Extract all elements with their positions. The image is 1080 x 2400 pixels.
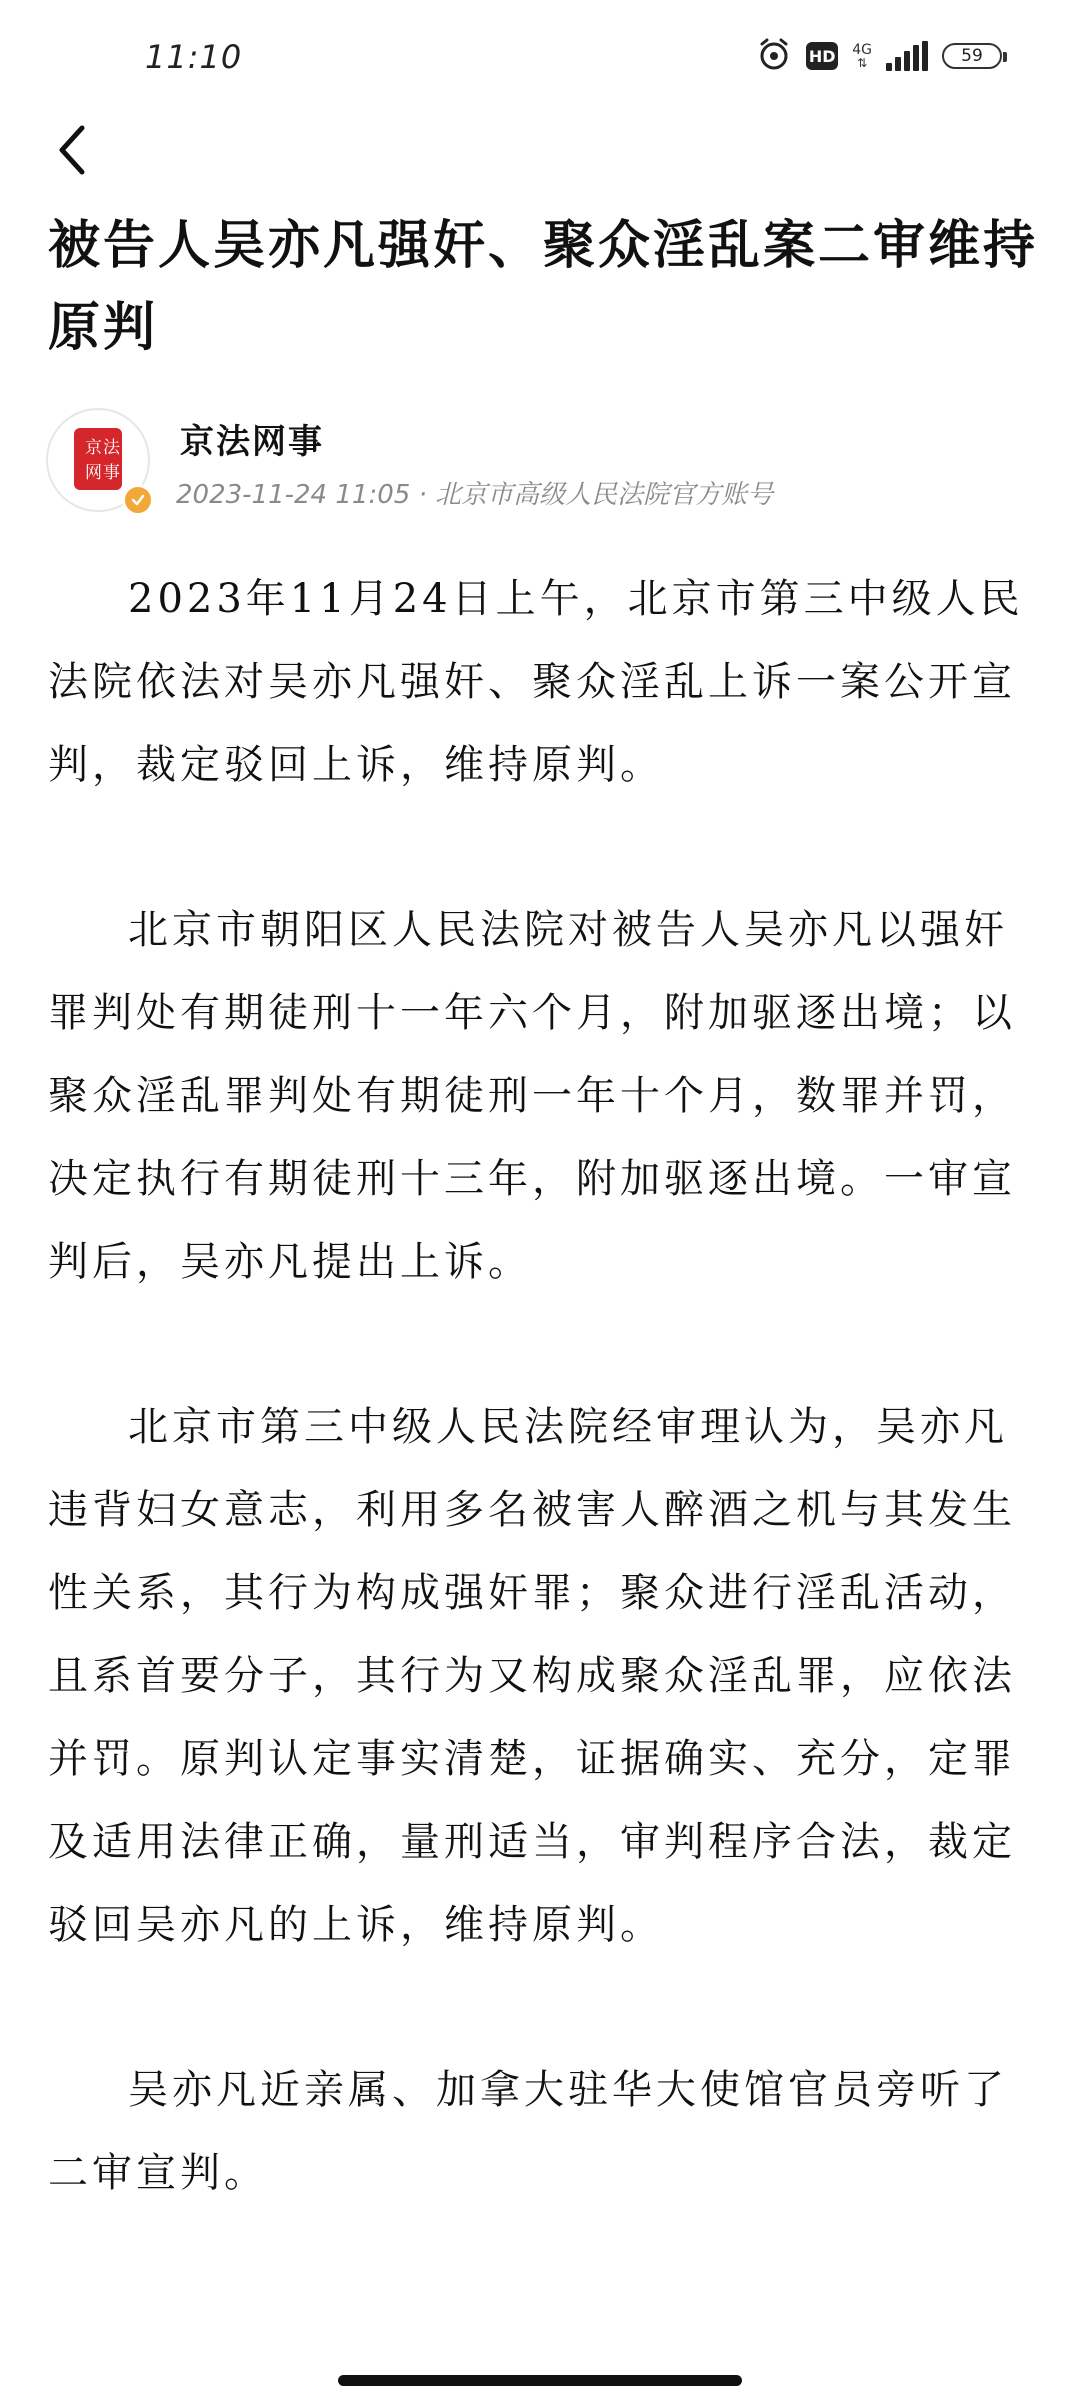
author-row xyxy=(46,408,1046,518)
meta-separator: · xyxy=(418,480,427,510)
back-button[interactable] xyxy=(42,120,102,180)
svg-text:事: 事 xyxy=(103,463,120,483)
article-paragraph: 北京市朝阳区人民法院对被告人吴亦凡以强奸罪判处有期徒刑十一年六个月，附加驱逐出境；以聚众淫乱罪判处有期徒刑一年十个月，数罪并罚，决定执行有期徒刑十三年，附加驱逐出境。一审宣判后，吴亦凡提出上诉。 xyxy=(48,907,1016,1285)
battery-icon xyxy=(942,43,1002,69)
account-description: 北京市高级人民法院官方账号 xyxy=(435,480,774,510)
verified-check-icon xyxy=(122,484,154,516)
author-avatar[interactable] xyxy=(46,408,150,512)
signal-icon xyxy=(886,41,928,71)
battery-level: 59 xyxy=(961,46,983,66)
svg-text:网: 网 xyxy=(85,463,102,483)
data-arrows-icon: ⇅ xyxy=(857,56,868,70)
article-title: 被告人吴亦凡强奸、聚众淫乱案二审维持原判 xyxy=(48,215,1039,358)
status-bar xyxy=(0,0,1080,110)
chevron-left-icon xyxy=(52,122,92,178)
article-paragraph: 北京市第三中级人民法院经审理认为，吴亦凡违背妇女意志，利用多名被害人醉酒之机与其发生性关系，其行为构成强奸罪；聚众进行淫乱活动，且系首要分子，其行为又构成聚众淫乱罪，应依法并罚。原判认定事实清楚，证据确实、充分，定罪及适用法律正确，量刑适当，审判程序合法，裁定驳回吴亦凡的上诉，维持原判。 xyxy=(48,1404,1016,1948)
publish-date: 2023-11-24 11:05 xyxy=(176,480,411,510)
home-indicator[interactable] xyxy=(338,2375,742,2386)
network-type-text: 4G xyxy=(852,42,872,58)
article-body xyxy=(48,558,1038,2297)
svg-text:京: 京 xyxy=(85,438,102,458)
network-type-label xyxy=(852,43,872,69)
status-time: 11:10 xyxy=(145,38,243,76)
alarm-icon xyxy=(756,36,792,76)
status-icons xyxy=(756,34,1002,78)
hd-icon: HD xyxy=(806,42,838,70)
article-meta xyxy=(176,474,773,511)
article-paragraph: 吴亦凡近亲属、加拿大驻华大使馆官员旁听了二审宣判。 xyxy=(48,2067,1008,2196)
svg-text:法: 法 xyxy=(103,438,120,458)
article-paragraph: 2023年11月24日上午，北京市第三中级人民法院依法对吴亦凡强奸、聚众淫乱上诉一案公开宣判，裁定驳回上诉，维持原判。 xyxy=(48,576,1024,788)
author-name[interactable]: 京法网事 xyxy=(180,422,324,462)
